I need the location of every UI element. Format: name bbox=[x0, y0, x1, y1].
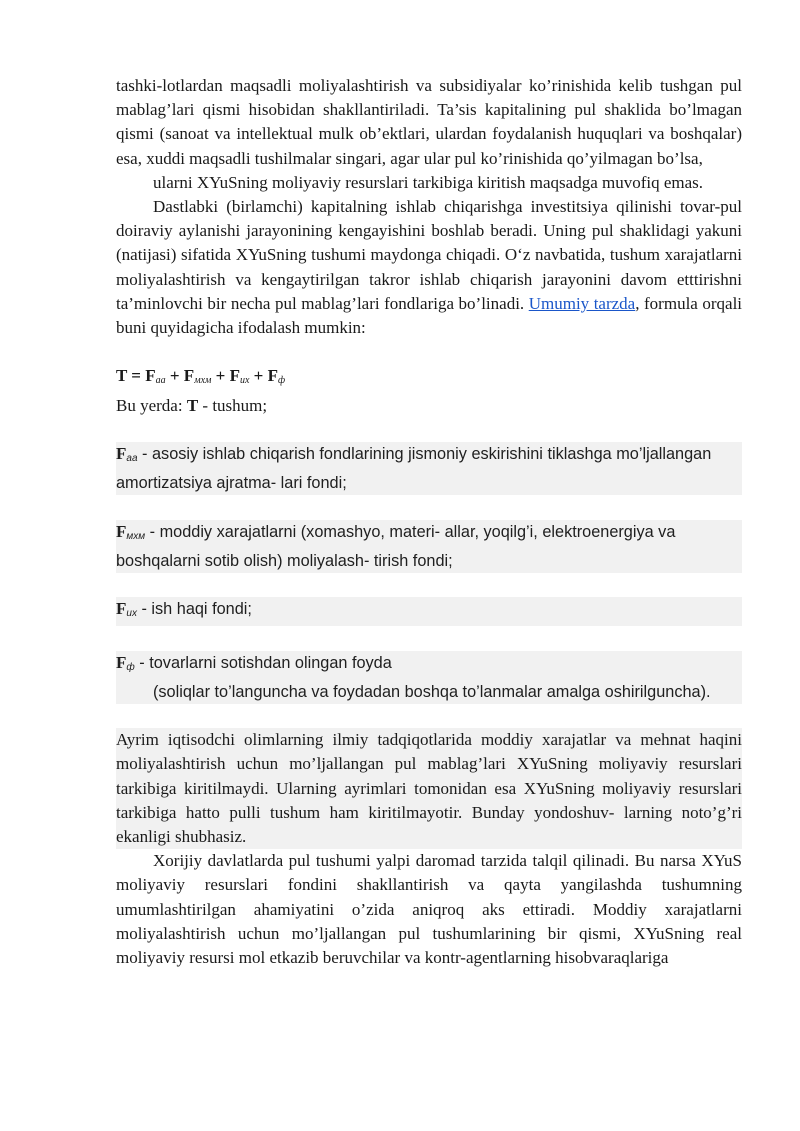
bu-yerda-line: Bu yerda: T - tushum; bbox=[116, 395, 268, 415]
umumiy-tarzda-link[interactable]: Umumiy tarzda bbox=[528, 293, 636, 313]
definition-f-aa: $F_{аа}$ - asosiy ishlab chiqarish fondlarining jismoniy eskirishini tiklashga mo’ljallangan amortizatsiya ajratma- lari fondi; bbox=[116, 442, 742, 495]
paragraph-3-tail: , formula orqali buni quyidagicha ifodalash mumkin: bbox=[116, 293, 743, 338]
definition-f-ix: $F_{их}$ - ish haqi fondi; bbox=[116, 597, 742, 626]
paragraph-3-text: Dastlabki (birlamchi) kapitalning ishlab chiqarishga investitsiya qilinishi tovar-pul doiraviy aylanishi jarayonining kengayishini boshlab beradi. Uning pul shaklidagi yakuni (natijasi) sifatida XYuSning tushumi maydonga chiqadi. O‘z navbatida, tushum xarajatlarni moliyalashtirish va kengaytirilgan takror ishlab chiqarish jarayonini davom etttirishni ta’minlovchi bir necha pul mablag’lari fondlariga bo’linadi. bbox=[116, 197, 742, 313]
definition-f-f-continued: (soliqlar to’languncha va foydadan boshqa to’lanmalar amalga oshirilguncha). bbox=[116, 680, 742, 704]
paragraph-3 bbox=[116, 195, 742, 340]
paragraph-5: Xorijiy davlatlarda pul tushumi yalpi daromad tarzida talqil qilinadi. Bu narsa XYuS moliyaviy resurslari fondini shakllantirish va qayta yangilashda tushumning umumlashtirilgan ahamiyatini o’zida aniqroq aks ettiradi. Moddiy xarajatlarni moliyalashtirish uchun mo’ljallangan pul tushumlarining bir qismi, XYuSning real moliyaviy resursi mol etkazib beruvchilar va kontr-agentlarning hisobvaraqlariga bbox=[116, 851, 742, 968]
paragraph-1: tashki-lotlardan maqsadli moliyalashtirish va subsidiyalar ko’rinishida kelib tushgan pul mablag’lari qismi hisobidan shakllantiriladi. Ta’sis kapitalining pul shaklida bo’lmagan qismi (sanoat va intellektual mulk ob’ektlari, ulardan foydalanish huquqlari va boshqalar) esa, xuddi maqsadli tushilmalar singari, agar ular pul ko’rinishida qo’yilmagan bo’lsa, bbox=[116, 76, 742, 168]
document-page bbox=[116, 74, 742, 970]
paragraph-2: ularni XYuSning moliyaviy resurslari tarkibiga kiritish maqsadga muvofiq emas. bbox=[153, 172, 704, 192]
definition-f-mxm: $F_{мхм}$ - moddiy xarajatlarni (xomashyo, materi- allar, yoqilg’i, elektroenergiya va boshqalarni sotib olish) moliyalash- tirish fondi; bbox=[116, 520, 742, 573]
formula: $T = F_{аа} + F_{мхм} + F_{их} + F_ф$ bbox=[116, 366, 286, 387]
paragraph-4: Ayrim iqtisodchi olimlarning ilmiy tadqiqotlarida moddiy xarajatlar va mehnat haqini moliyalashtirish uchun mo’ljallangan pul mablag’lari XYuSning moliyaviy resurslari tarkibiga kiritilmaydi. Ularning ayrimlari tomonidan esa XYuSning moliyaviy resurslari tarkibiga hatto pulli tushum ham kiritilmayotir. Bunday yondoshuv- larning noto’g’ri ekanligi shubhasiz. bbox=[116, 728, 742, 849]
definition-f-f: $F_ф$ - tovarlarni sotishdan olingan foyda bbox=[116, 651, 742, 680]
